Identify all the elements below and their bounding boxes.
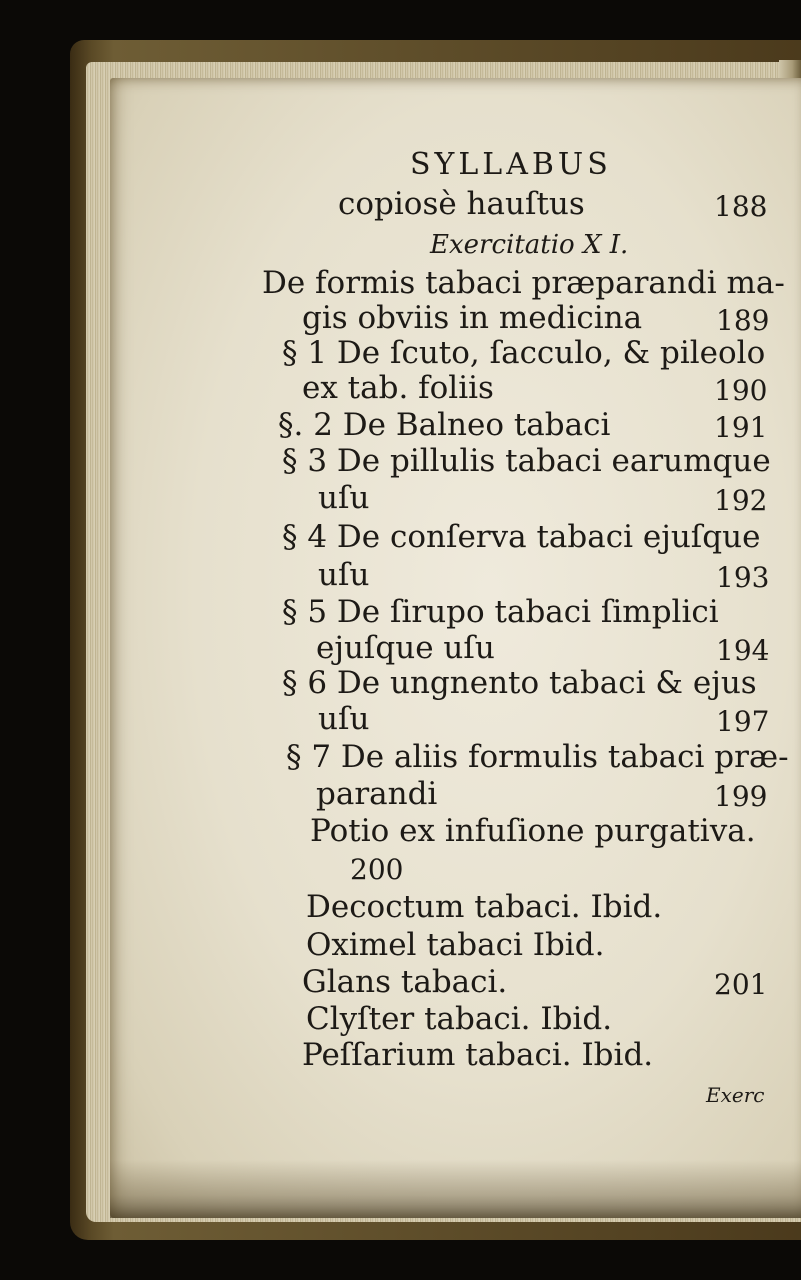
catchword: Exerc xyxy=(706,1083,765,1107)
exercitatio-title: Exercitatio X I. xyxy=(430,230,629,260)
page-number: 190 xyxy=(714,374,768,407)
page-number: 199 xyxy=(714,780,768,813)
entry-line: parandi xyxy=(316,776,438,812)
entry-line: ex tab. foliis xyxy=(302,370,494,406)
page-number: 192 xyxy=(714,484,768,517)
entry-line: § 3 De pillulis tabaci earumque xyxy=(282,443,771,479)
entry-line: § 7 De aliis formulis tabaci præ- xyxy=(286,739,789,775)
entry-line: § 6 De ungnento tabaci & ejus xyxy=(282,665,757,701)
entry-line: Clyſter tabaci. Ibid. xyxy=(306,1001,613,1037)
entry-line: uſu xyxy=(318,480,370,516)
entry-line: Glans tabaci. xyxy=(302,964,508,1000)
page-number: 200 xyxy=(350,853,404,886)
page-stain xyxy=(110,1160,801,1218)
entry-line: § 4 De conſerva tabaci ejuſque xyxy=(282,519,761,555)
entry-line: copiosè hauſtus xyxy=(338,186,585,222)
page-number: 193 xyxy=(716,561,770,594)
entry-line: Potio ex infuſione purgativa. xyxy=(310,813,756,849)
page-number: 197 xyxy=(716,705,770,738)
entry-line: Oximel tabaci Ibid. xyxy=(306,927,605,963)
entry-line: gis obviis in medicina xyxy=(302,300,643,336)
entry-line: ejuſque uſu xyxy=(316,630,495,666)
page-number: 201 xyxy=(714,968,768,1001)
entry-line: §. 2 De Balneo tabaci xyxy=(278,407,611,443)
entry-line: De formis tabaci præparandi ma- xyxy=(262,265,785,301)
entry-line: § 5 De ſirupo tabaci ſimplici xyxy=(282,594,719,630)
entry-line: uſu xyxy=(318,557,370,593)
entry-line: Peſſarium tabaci. Ibid. xyxy=(302,1037,654,1073)
entry-line: Decoctum tabaci. Ibid. xyxy=(306,889,663,925)
page-number: 188 xyxy=(714,190,768,223)
entry-line: uſu xyxy=(318,701,370,737)
page-number: 189 xyxy=(716,304,770,337)
entry-line: § 1 De ſcuto, ſacculo, & pileolo xyxy=(282,335,766,371)
running-head: SYLLABUS xyxy=(410,147,612,182)
page-number: 191 xyxy=(714,411,768,444)
page-number: 194 xyxy=(716,634,770,667)
